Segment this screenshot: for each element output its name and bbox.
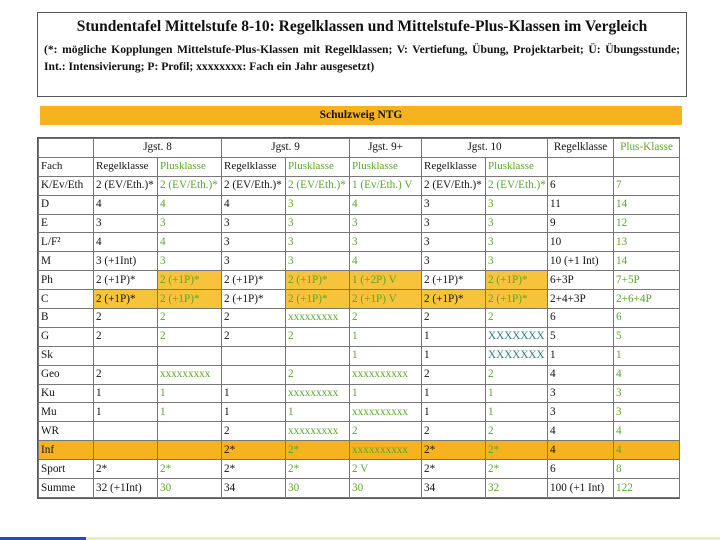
table-row: [39, 460, 680, 479]
value-cell: 14: [614, 195, 680, 214]
value-cell: 1: [222, 384, 286, 403]
value-cell: 2: [422, 365, 486, 384]
value-cell: 2*: [486, 441, 548, 460]
value-cell: 2: [94, 365, 158, 384]
header-cell: Jgst. 9: [222, 139, 350, 158]
value-cell: xxxxxxxxxx: [350, 403, 422, 422]
header-cell: Regelklasse: [94, 157, 158, 176]
value-cell: 2 (EV/Eth.)*: [94, 176, 158, 195]
header-cell: Jgst. 9+: [350, 139, 422, 158]
value-cell: 7: [614, 176, 680, 195]
value-cell: 2: [350, 422, 422, 441]
header-cell: Fach: [39, 157, 94, 176]
value-cell: [94, 422, 158, 441]
timetable: [37, 137, 680, 499]
value-cell: 2*: [422, 460, 486, 479]
header-cell: Plusklasse: [158, 157, 222, 176]
table-row: [39, 422, 680, 441]
value-cell: 30: [350, 479, 422, 498]
value-cell: 1: [286, 403, 350, 422]
value-cell: 1: [158, 384, 222, 403]
value-cell: 3: [286, 233, 350, 252]
value-cell: 2*: [486, 460, 548, 479]
header-cell: Plusklasse: [350, 157, 422, 176]
value-cell: 2 (EV/Eth.)*: [158, 176, 222, 195]
subject-cell: C: [39, 290, 94, 309]
value-cell: 6: [548, 309, 614, 328]
value-cell: 1: [486, 403, 548, 422]
value-cell: 1: [422, 403, 486, 422]
value-cell: 2: [350, 309, 422, 328]
value-cell: 6: [614, 309, 680, 328]
value-cell: 14: [614, 252, 680, 271]
value-cell: 2: [422, 309, 486, 328]
value-cell: 2+4+3P: [548, 290, 614, 309]
value-cell: 2: [486, 422, 548, 441]
value-cell: 1: [94, 403, 158, 422]
table-row: [39, 309, 680, 328]
value-cell: 2: [94, 327, 158, 346]
page-title: Stundentafel Mittelstufe 8-10: Regelklassen und Mittelstufe-Plus-Klassen im Vergleich: [76, 18, 648, 35]
value-cell: 2 (EV/Eth.)*: [286, 176, 350, 195]
value-cell: 1: [350, 327, 422, 346]
value-cell: 3: [486, 214, 548, 233]
value-cell: 2*: [222, 460, 286, 479]
value-cell: 4: [158, 233, 222, 252]
value-cell: 2: [158, 309, 222, 328]
value-cell: 2 (+1P)*: [222, 271, 286, 290]
value-cell: xxxxxxxxx: [286, 422, 350, 441]
value-cell: 2 (EV/Eth.)*: [222, 176, 286, 195]
header-cell: Plusklasse: [486, 157, 548, 176]
value-cell: 34: [222, 479, 286, 498]
value-cell: 1: [94, 384, 158, 403]
table-row: [39, 327, 680, 346]
value-cell: 3: [614, 403, 680, 422]
value-cell: 2: [222, 309, 286, 328]
value-cell: 2 (EV/Eth.)*: [486, 176, 548, 195]
value-cell: 2*: [422, 441, 486, 460]
table-row: [39, 214, 680, 233]
value-cell: 3: [548, 384, 614, 403]
value-cell: 2 (+1P)*: [286, 271, 350, 290]
timetable-grid: [38, 138, 680, 498]
value-cell: 1: [422, 327, 486, 346]
table-row: [39, 441, 680, 460]
table-row: [39, 271, 680, 290]
value-cell: [158, 422, 222, 441]
value-cell: 12: [614, 214, 680, 233]
header-cell: Regelklasse: [222, 157, 286, 176]
value-cell: 4: [614, 422, 680, 441]
header-cell: Jgst. 10: [422, 139, 548, 158]
title-box: [37, 12, 687, 97]
value-cell: 1: [222, 403, 286, 422]
value-cell: 32: [486, 479, 548, 498]
value-cell: 1: [548, 346, 614, 365]
value-cell: 3: [94, 214, 158, 233]
value-cell: 1: [350, 384, 422, 403]
subject-cell: Mu: [39, 403, 94, 422]
value-cell: 2*: [286, 460, 350, 479]
value-cell: 3: [222, 233, 286, 252]
value-cell: 2 (+1P)*: [286, 290, 350, 309]
value-cell: 2 V: [350, 460, 422, 479]
value-cell: [158, 441, 222, 460]
table-row: [39, 346, 680, 365]
value-cell: 2 (+1P)*: [486, 290, 548, 309]
value-cell: 30: [286, 479, 350, 498]
value-cell: XXXXXXX: [486, 327, 548, 346]
value-cell: 2: [422, 422, 486, 441]
header-row-classes: [39, 157, 680, 176]
subject-cell: Geo: [39, 365, 94, 384]
value-cell: 34: [422, 479, 486, 498]
value-cell: 9: [548, 214, 614, 233]
value-cell: 6: [548, 460, 614, 479]
value-cell: 122: [614, 479, 680, 498]
table-row: [39, 384, 680, 403]
subject-cell: Ph: [39, 271, 94, 290]
value-cell: 5: [614, 327, 680, 346]
value-cell: 2 (+1P)*: [422, 290, 486, 309]
header-cell: [614, 157, 680, 176]
value-cell: 5: [548, 327, 614, 346]
value-cell: XXXXXXX: [486, 346, 548, 365]
legend-text: (*: mögliche Kopplungen Mittelstufe-Plus-Klassen mit Regelklassen; V: Vertiefung, Übung, Projektarbeit; Ü: Übungsstunde; Int.: Intensivierung; P: Profil; xxxxxxxx: Fach ein Jahr ausgesetzt): [44, 43, 680, 73]
value-cell: 3: [350, 214, 422, 233]
value-cell: 30: [158, 479, 222, 498]
header-cell: [39, 139, 94, 158]
value-cell: 4: [548, 365, 614, 384]
subject-cell: K/Ev/Eth: [39, 176, 94, 195]
table-row: [39, 403, 680, 422]
value-cell: 4: [158, 195, 222, 214]
value-cell: 1 (Ev/Eth.) V: [350, 176, 422, 195]
value-cell: 32 (+1Int): [94, 479, 158, 498]
table-row: [39, 365, 680, 384]
value-cell: xxxxxxxxx: [286, 384, 350, 403]
subject-cell: WR: [39, 422, 94, 441]
value-cell: [158, 346, 222, 365]
header-row-grades: [39, 139, 680, 158]
value-cell: 3: [158, 214, 222, 233]
value-cell: 4: [94, 233, 158, 252]
value-cell: 3: [350, 233, 422, 252]
value-cell: 4: [614, 365, 680, 384]
value-cell: 1: [158, 403, 222, 422]
value-cell: 3: [422, 195, 486, 214]
subject-cell: Ku: [39, 384, 94, 403]
value-cell: 2 (+1P)*: [486, 271, 548, 290]
header-cell: Regelklasse: [548, 139, 614, 158]
value-cell: 4: [548, 422, 614, 441]
value-cell: 4: [614, 441, 680, 460]
value-cell: 3: [422, 252, 486, 271]
value-cell: 3: [222, 214, 286, 233]
value-cell: 3: [158, 252, 222, 271]
header-cell: Regelklasse: [422, 157, 486, 176]
value-cell: 2: [286, 365, 350, 384]
value-cell: 4: [350, 252, 422, 271]
value-cell: 2: [94, 309, 158, 328]
value-cell: 2 (+1P)*: [422, 271, 486, 290]
table-row: [39, 290, 680, 309]
value-cell: 2*: [222, 441, 286, 460]
value-cell: 4: [94, 195, 158, 214]
value-cell: 10 (+1 Int): [548, 252, 614, 271]
value-cell: 2 (+1P)*: [222, 290, 286, 309]
value-cell: 1: [422, 346, 486, 365]
value-cell: 1: [486, 384, 548, 403]
value-cell: 3: [548, 403, 614, 422]
value-cell: 2 (+1P)*: [158, 271, 222, 290]
value-cell: 3: [286, 252, 350, 271]
value-cell: 2*: [286, 441, 350, 460]
value-cell: 11: [548, 195, 614, 214]
value-cell: 6+3P: [548, 271, 614, 290]
value-cell: 2+6+4P: [614, 290, 680, 309]
subject-cell: L/F²: [39, 233, 94, 252]
value-cell: 6: [548, 176, 614, 195]
value-cell: [222, 365, 286, 384]
value-cell: xxxxxxxxxx: [350, 441, 422, 460]
value-cell: 3: [286, 195, 350, 214]
value-cell: 4: [548, 441, 614, 460]
value-cell: 2*: [158, 460, 222, 479]
value-cell: [94, 346, 158, 365]
value-cell: 3: [286, 214, 350, 233]
header-cell: Plus-Klasse: [614, 139, 680, 158]
value-cell: [94, 441, 158, 460]
value-cell: 2: [486, 365, 548, 384]
value-cell: 2 (+1P) V: [350, 290, 422, 309]
value-cell: xxxxxxxxxx: [350, 365, 422, 384]
subject-cell: E: [39, 214, 94, 233]
value-cell: 2: [222, 327, 286, 346]
value-cell: 3 (+1Int): [94, 252, 158, 271]
value-cell: 2 (+1P)*: [94, 271, 158, 290]
value-cell: 2: [158, 327, 222, 346]
subject-cell: Summe: [39, 479, 94, 498]
subject-cell: M: [39, 252, 94, 271]
value-cell: 7+5P: [614, 271, 680, 290]
header-cell: Jgst. 8: [94, 139, 222, 158]
value-cell: 4: [350, 195, 422, 214]
value-cell: 2: [486, 309, 548, 328]
value-cell: 13: [614, 233, 680, 252]
value-cell: 4: [222, 195, 286, 214]
value-cell: 1 (+2P) V: [350, 271, 422, 290]
value-cell: 3: [486, 252, 548, 271]
value-cell: 100 (+1 Int): [548, 479, 614, 498]
value-cell: 2 (+1P)*: [94, 290, 158, 309]
subject-cell: B: [39, 309, 94, 328]
value-cell: 1: [422, 384, 486, 403]
table-row: [39, 176, 680, 195]
value-cell: 3: [486, 233, 548, 252]
value-cell: 3: [614, 384, 680, 403]
value-cell: 3: [486, 195, 548, 214]
subject-cell: Sport: [39, 460, 94, 479]
value-cell: 3: [222, 252, 286, 271]
value-cell: [222, 346, 286, 365]
value-cell: 2*: [94, 460, 158, 479]
header-cell: Plusklasse: [286, 157, 350, 176]
value-cell: 2 (EV/Eth.)*: [422, 176, 486, 195]
subject-cell: Sk: [39, 346, 94, 365]
value-cell: 2: [286, 327, 350, 346]
value-cell: xxxxxxxxx: [158, 365, 222, 384]
value-cell: 10: [548, 233, 614, 252]
value-cell: [286, 346, 350, 365]
subject-cell: Inf: [39, 441, 94, 460]
subject-cell: D: [39, 195, 94, 214]
value-cell: xxxxxxxxx: [286, 309, 350, 328]
value-cell: 3: [422, 214, 486, 233]
table-row: [39, 252, 680, 271]
value-cell: 2: [222, 422, 286, 441]
school-branch-banner: Schulzweig NTG: [40, 106, 682, 125]
table-row: [39, 479, 680, 498]
subject-cell: G: [39, 327, 94, 346]
value-cell: 8: [614, 460, 680, 479]
table-row: [39, 195, 680, 214]
value-cell: 1: [350, 346, 422, 365]
value-cell: 2 (+1P)*: [158, 290, 222, 309]
header-cell: [548, 157, 614, 176]
value-cell: 3: [422, 233, 486, 252]
value-cell: 1: [614, 346, 680, 365]
table-row: [39, 233, 680, 252]
